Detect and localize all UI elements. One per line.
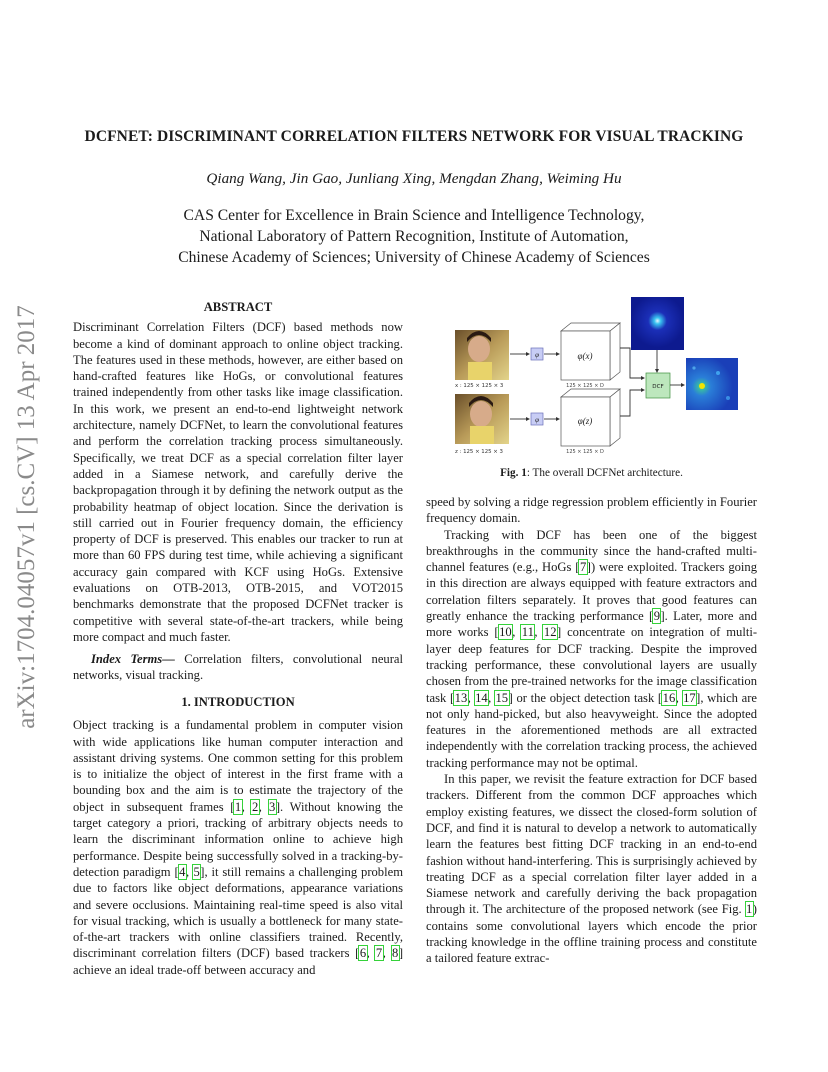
paper-title: DCFNET: DISCRIMINANT CORRELATION FILTERS NETWORK FOR VISUAL TRACKING: [84, 128, 744, 145]
feat-dim-x: 125 × 125 × D: [566, 383, 604, 389]
citation-link[interactable]: 9: [653, 609, 660, 624]
feat-dim-z: 125 × 125 × D: [566, 449, 604, 455]
citation-link[interactable]: 11: [521, 625, 534, 640]
paragraph: Tracking with DCF has been one of the biggest breakthroughs in the community since the hand-crafted multi-channel features (e.g., HoGs [7]) were exploited. Trackers going in this direction are always equipped with feature extractors and correlation filters separately. It proves that good features can greatly enhance the tracking performance [9]. Later, more and more works [10, 11, 12] concentrate on integration of multi-layer deep features for DCF tracking. Despite the improved tracking performance, these convolutional layers are usually chosen from the pre-trained networks for the image classification task [13, 14, 15] or the object detection task [16, 17], which are not only hand-picked, but also heavyweight. Since the adopted features in the aforementioned methods are all extracted independently with the correlation tracking process, the achieved tracking performance may not be optimal.: [426, 527, 758, 770]
phi-x-label: φ(x): [577, 351, 593, 361]
citation-link[interactable]: 15: [495, 690, 509, 705]
phi-label: φ: [535, 351, 539, 359]
citation-link[interactable]: 7: [375, 946, 383, 961]
abstract-section: [73, 299, 403, 645]
index-terms: [73, 651, 403, 684]
affiliation-line: CAS Center for Excellence in Brain Science and Intelligence Technology,: [183, 207, 645, 224]
phi-label: φ: [535, 416, 539, 424]
citation-link[interactable]: 10: [499, 625, 512, 640]
citation-link[interactable]: 13: [454, 690, 468, 705]
paragraph: speed by solving a ridge regression problem efficiently in Fourier frequency domain.: [426, 495, 757, 526]
citation-link[interactable]: 8: [392, 946, 399, 961]
input-image-z: [455, 394, 509, 444]
abstract-heading: ABSTRACT: [203, 300, 273, 314]
index-terms-label: Index Terms—: [91, 652, 175, 666]
index-terms-text: Correlation filters, convolutional neural networks, visual tracking.: [73, 652, 403, 683]
dcfnet-architecture-figure: [450, 296, 740, 462]
affiliation-line: Chinese Academy of Sciences; University of Chinese Academy of Sciences: [178, 249, 650, 266]
citation-link[interactable]: 6: [359, 946, 367, 961]
introduction-section: [73, 694, 403, 978]
citation-link[interactable]: 16: [662, 690, 676, 705]
label-x: x : 125 × 125 × 3: [455, 383, 504, 389]
affiliation-line: National Laboratory of Pattern Recognition, Institute of Automation,: [199, 228, 629, 245]
citation-link[interactable]: 14: [475, 690, 488, 705]
figure-label: Fig. 1: [500, 467, 527, 479]
affiliation: [0, 205, 828, 268]
paper-authors: Qiang Wang, Jin Gao, Junliang Xing, Mengdan Zhang, Weiming Hu: [206, 170, 622, 187]
citation-link[interactable]: 7: [579, 560, 587, 575]
citation-link[interactable]: 5: [193, 864, 200, 879]
intro-paragraph: Object tracking is a fundamental problem in computer vision with wide applications like human computer interaction and assistant driving systems. One common setting for this problem is to initialize the object of interest in the first frame with a bounding box and the aim is to estimate the trajectory of the object in subsequent frames [1, 2, 3]. Without knowing the target category a priori, tracking of arbitrary objects needs to learn the discriminant information online to achieve high performance. Despite being successfully solved in a tracking-by-detection paradigm [4, 5], it still remains a challenging problem due to factors like object deformations, appearance variations and severe occlusions. Maintaining real-time speed is also vital for visual tracking, which is usually a bottleneck for many state-of-the-art trackers with online classifiers trained. Recently, discriminant correlation filters (DCF) based trackers [6, 7, 8] achieve an ideal trade-off between accuracy and: [73, 718, 404, 977]
phi-z-label: φ(z): [577, 416, 593, 426]
right-column-text: [426, 494, 757, 967]
abstract-text: Discriminant Correlation Filters (DCF) based methods now become a kind of dominant approach to online object tracking. The features used in these methods, however, are either based on hand-crafted features like HoGs, or convolutional features trained independently from other tasks like image classification. In this work, we present an end-to-end lightweight network architecture, namely DCFNet, to learn the convolutional features and perform the correlation tracking process simultaneously. Specifically, we treat DCF as a special correlation filter layer added in a Siamese network, and carefully derive the backpropagation through it by defining the network output as the probability heatmap of object location. Since the derivation is still carried out in Fourier frequency domain, the efficiency property of DCF is preserved. This enables our tracker to run at more than 60 FPS during test time, while achieving a significant accuracy gain compared with KCF using HoGs. Extensive evaluations on OTB-2013, OTB-2015, and VOT2015 benchmarks demonstrate that the proposed DCFNet tracker is competitive with several state-of-the-art trackers, while being more compact and much faster.: [73, 320, 403, 644]
citation-link[interactable]: 12: [543, 625, 557, 640]
citation-link[interactable]: 1: [234, 799, 242, 814]
intro-heading: 1. INTRODUCTION: [181, 695, 295, 709]
figure-caption-text: : The overall DCFNet architecture.: [526, 467, 683, 479]
citation-link[interactable]: 3: [269, 799, 276, 814]
input-image-x: [455, 330, 509, 380]
output-heatmap: [686, 358, 738, 410]
label-z: z : 125 × 125 × 3: [455, 449, 503, 455]
figure-link[interactable]: 1: [746, 902, 753, 917]
arxiv-stamp: arXiv:1704.04057v1 [cs.CV] 13 Apr 2017: [13, 305, 40, 729]
dcf-label: DCF: [652, 384, 664, 390]
ideal-response-heatmap: [631, 297, 684, 350]
figure-caption: [426, 467, 757, 479]
citation-link[interactable]: 4: [179, 864, 186, 879]
paragraph: In this paper, we revisit the feature extraction for DCF based trackers. Different from the common DCF approaches which employ existing features, we dissect the closed-form solution of DCF, and find it is natural to develop a network to automatically learn the features best fitting DCF tracking in an end-to-end fashion without hand-interfering. This is surprisingly achieved by treating DCF as a special correlation filter layer added in a Siamese network and carefully deriving the back propagation through it. The architecture of the proposed network (see Fig. 1) contains some convolutional layers which encode the prior tracking knowledge in the offline training process and constitute a tailored feature extrac-: [426, 772, 757, 966]
citation-link[interactable]: 2: [251, 799, 259, 814]
citation-link[interactable]: 17: [683, 690, 696, 705]
